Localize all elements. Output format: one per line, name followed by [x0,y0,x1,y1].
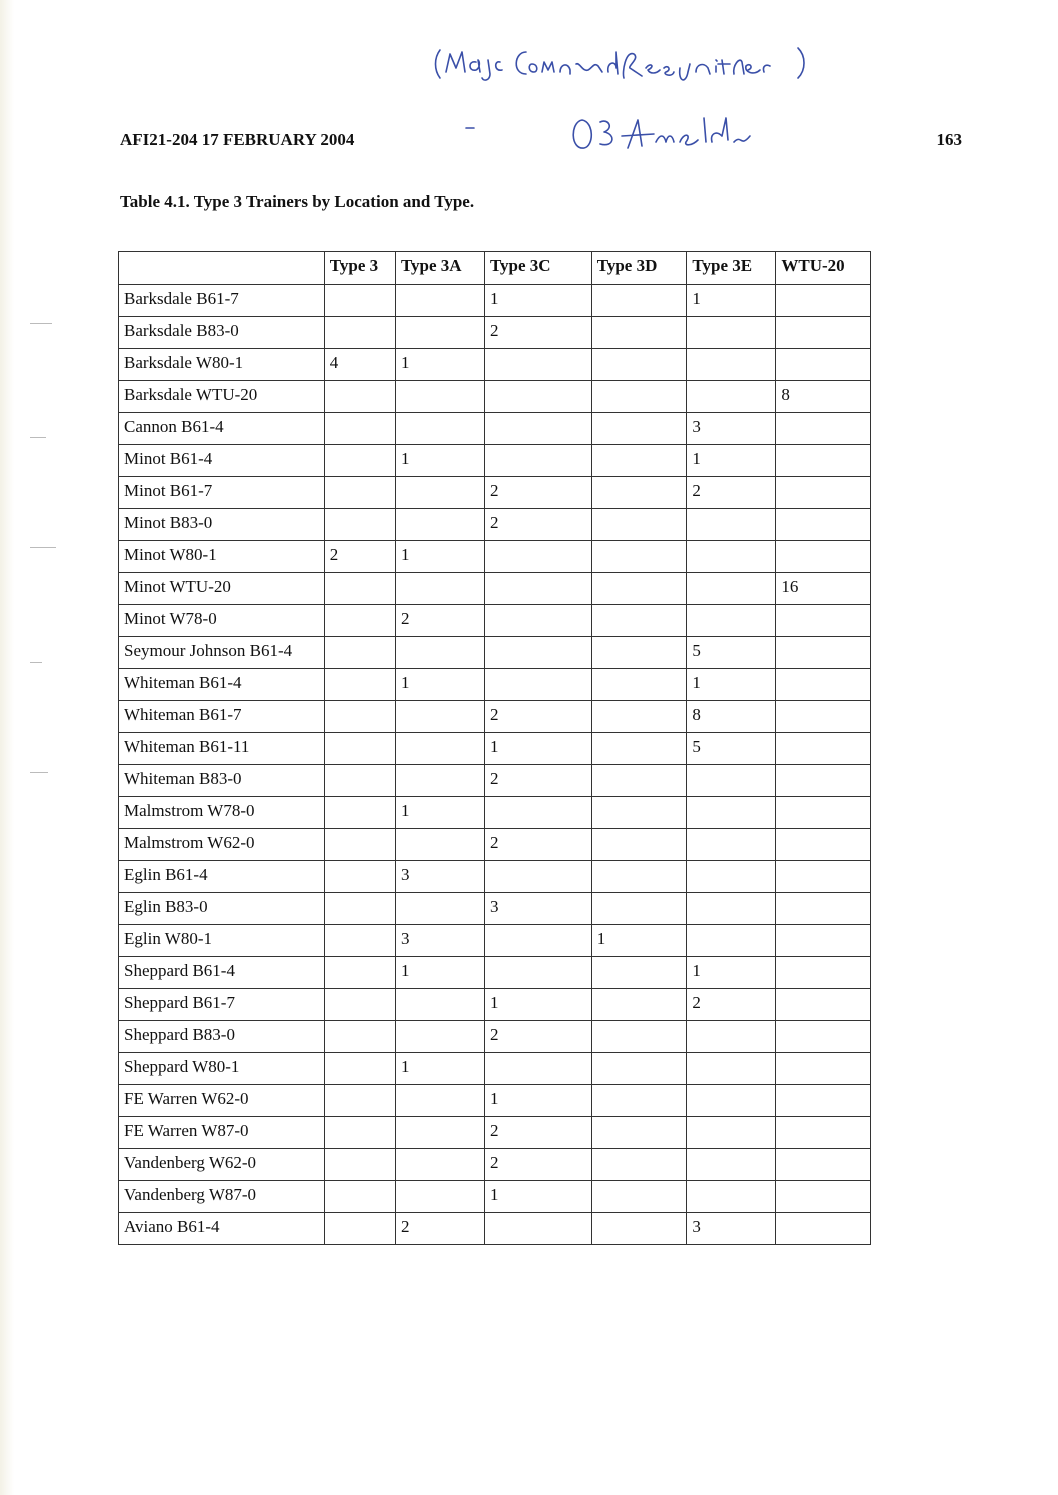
count-cell [776,669,871,701]
column-header-type-3e: Type 3E [687,252,776,285]
count-cell [395,733,484,765]
count-cell [324,477,395,509]
page-number: 163 [936,130,962,149]
count-cell [776,605,871,637]
table-row [119,1053,871,1085]
count-cell: 2 [484,829,591,861]
count-cell [395,317,484,349]
count-cell [484,605,591,637]
count-cell [324,1213,395,1245]
count-cell: 3 [395,861,484,893]
count-cell [687,1053,776,1085]
location-cell: Barksdale WTU-20 [119,381,325,413]
count-cell: 1 [687,669,776,701]
count-cell [776,1213,871,1245]
count-cell: 1 [395,669,484,701]
count-cell [591,541,687,573]
margin-mark [30,547,56,548]
count-cell [776,349,871,381]
count-cell [324,669,395,701]
count-cell [591,797,687,829]
count-cell [687,381,776,413]
count-cell [687,1149,776,1181]
count-cell [395,285,484,317]
table-row [119,413,871,445]
count-cell [591,349,687,381]
count-cell [324,1085,395,1117]
count-cell [591,1021,687,1053]
location-cell: Minot W80-1 [119,541,325,573]
count-cell [591,765,687,797]
count-cell [324,701,395,733]
document-id: AFI21-204 17 FEBRUARY 2004 [120,130,355,149]
count-cell [776,285,871,317]
count-cell [484,381,591,413]
count-cell: 3 [395,925,484,957]
count-cell [776,925,871,957]
table-row [119,1085,871,1117]
location-cell: Vandenberg W87-0 [119,1181,325,1213]
count-cell: 2 [484,765,591,797]
count-cell [591,1053,687,1085]
count-cell [687,797,776,829]
count-cell: 1 [484,733,591,765]
count-cell [324,829,395,861]
table-row [119,893,871,925]
location-cell: Cannon B61-4 [119,413,325,445]
count-cell: 2 [324,541,395,573]
count-cell [687,1021,776,1053]
location-cell: Eglin B61-4 [119,861,325,893]
count-cell [324,573,395,605]
count-cell [324,445,395,477]
count-cell [395,1181,484,1213]
count-cell: 1 [395,957,484,989]
count-cell [324,637,395,669]
count-cell [776,445,871,477]
count-cell [395,1085,484,1117]
count-cell: 1 [687,285,776,317]
table-row [119,285,871,317]
table-row [119,1021,871,1053]
count-cell [324,413,395,445]
count-cell [484,925,591,957]
count-cell [687,861,776,893]
count-cell [591,637,687,669]
count-cell: 2 [484,1149,591,1181]
count-cell: 8 [776,381,871,413]
count-cell [591,1181,687,1213]
count-cell [324,1021,395,1053]
location-cell: Barksdale W80-1 [119,349,325,381]
scan-edge-shading [0,0,14,1495]
count-cell [484,573,591,605]
count-cell [484,349,591,381]
count-cell [324,381,395,413]
count-cell [776,317,871,349]
count-cell [776,1149,871,1181]
count-cell [687,925,776,957]
count-cell [776,733,871,765]
table-row [119,957,871,989]
count-cell: 2 [484,509,591,541]
table-row [119,733,871,765]
page-header [120,130,962,154]
count-cell [687,605,776,637]
table-row [119,317,871,349]
count-cell: 2 [484,701,591,733]
count-cell [324,1181,395,1213]
table-title: Table 4.1. Type 3 Trainers by Location and Type. [120,192,475,211]
column-header-wtu-20: WTU-20 [776,252,871,285]
table-row [119,381,871,413]
location-cell: Whiteman B61-4 [119,669,325,701]
count-cell [591,1149,687,1181]
location-cell: Minot B61-4 [119,445,325,477]
count-cell [591,701,687,733]
count-cell: 2 [395,1213,484,1245]
count-cell [324,285,395,317]
count-cell: 1 [484,989,591,1021]
count-cell [591,829,687,861]
location-cell: Eglin W80-1 [119,925,325,957]
count-cell [687,1085,776,1117]
count-cell: 4 [324,349,395,381]
count-cell: 16 [776,573,871,605]
count-cell: 3 [484,893,591,925]
margin-mark [30,323,52,324]
table-row [119,509,871,541]
margin-mark [30,772,48,773]
count-cell [395,509,484,541]
location-cell: Vandenberg W62-0 [119,1149,325,1181]
count-cell [324,733,395,765]
count-cell [324,957,395,989]
count-cell [591,1213,687,1245]
location-cell: Whiteman B61-11 [119,733,325,765]
count-cell [395,1149,484,1181]
count-cell [484,541,591,573]
count-cell: 1 [395,445,484,477]
count-cell [687,509,776,541]
location-cell: Minot WTU-20 [119,573,325,605]
count-cell: 1 [395,349,484,381]
count-cell: 1 [484,1181,591,1213]
count-cell [687,1181,776,1213]
location-cell: Sheppard B61-7 [119,989,325,1021]
table-row [119,797,871,829]
count-cell [591,1085,687,1117]
count-cell [395,829,484,861]
location-cell: Barksdale B83-0 [119,317,325,349]
count-cell: 2 [687,477,776,509]
count-cell [395,701,484,733]
table-row [119,605,871,637]
count-cell [687,829,776,861]
location-cell: Malmstrom W78-0 [119,797,325,829]
table-row [119,1149,871,1181]
count-cell [591,317,687,349]
count-cell [395,477,484,509]
count-cell [776,509,871,541]
count-cell [591,605,687,637]
location-cell: Minot B61-7 [119,477,325,509]
count-cell [324,893,395,925]
margin-mark [30,437,46,438]
count-cell [395,637,484,669]
count-cell [776,893,871,925]
table-row [119,669,871,701]
count-cell: 5 [687,733,776,765]
count-cell [776,1117,871,1149]
location-cell: Seymour Johnson B61-4 [119,637,325,669]
count-cell [395,573,484,605]
count-cell: 2 [484,317,591,349]
location-cell: Sheppard W80-1 [119,1053,325,1085]
count-cell [484,413,591,445]
table-row [119,637,871,669]
count-cell [776,861,871,893]
count-cell: 3 [687,1213,776,1245]
count-cell [591,381,687,413]
count-cell [395,765,484,797]
count-cell [776,1181,871,1213]
table-row [119,1181,871,1213]
column-header-type-3a: Type 3A [395,252,484,285]
table-body [119,285,871,1245]
location-cell: FE Warren W62-0 [119,1085,325,1117]
count-cell [591,893,687,925]
count-cell [395,1117,484,1149]
column-header-location [119,252,325,285]
count-cell [776,701,871,733]
location-cell: FE Warren W87-0 [119,1117,325,1149]
count-cell [776,637,871,669]
count-cell: 1 [484,1085,591,1117]
count-cell: 1 [687,445,776,477]
count-cell [484,1053,591,1085]
location-cell: Whiteman B61-7 [119,701,325,733]
count-cell [484,669,591,701]
count-cell: 2 [484,1117,591,1149]
count-cell [591,989,687,1021]
count-cell [591,509,687,541]
table-row [119,1213,871,1245]
count-cell [687,541,776,573]
count-cell: 1 [484,285,591,317]
count-cell [484,797,591,829]
table-row [119,861,871,893]
count-cell [484,861,591,893]
count-cell: 2 [395,605,484,637]
table-row [119,541,871,573]
count-cell [776,797,871,829]
count-cell [591,861,687,893]
count-cell [687,317,776,349]
count-cell: 1 [687,957,776,989]
count-cell: 1 [395,797,484,829]
trainers-table [118,251,871,1245]
count-cell [591,573,687,605]
count-cell [591,445,687,477]
count-cell: 3 [687,413,776,445]
table-header-row [119,252,871,285]
count-cell [324,1117,395,1149]
count-cell [687,1117,776,1149]
count-cell: 1 [395,1053,484,1085]
location-cell: Minot W78-0 [119,605,325,637]
location-cell: Aviano B61-4 [119,1213,325,1245]
count-cell [687,349,776,381]
count-cell: 1 [591,925,687,957]
count-cell [324,605,395,637]
count-cell [687,893,776,925]
margin-mark [30,662,42,663]
count-cell [324,925,395,957]
table-row [119,989,871,1021]
count-cell: 2 [484,477,591,509]
column-header-type-3: Type 3 [324,252,395,285]
count-cell [324,797,395,829]
table-row [119,349,871,381]
count-cell: 2 [484,1021,591,1053]
count-cell [591,1117,687,1149]
count-cell [591,285,687,317]
count-cell [324,861,395,893]
count-cell [591,957,687,989]
count-cell: 5 [687,637,776,669]
count-cell [776,765,871,797]
count-cell [591,477,687,509]
count-cell [395,381,484,413]
count-cell [395,989,484,1021]
table-row [119,445,871,477]
count-cell: 8 [687,701,776,733]
location-cell: Malmstrom W62-0 [119,829,325,861]
count-cell: 1 [395,541,484,573]
count-cell [687,765,776,797]
count-cell [776,1085,871,1117]
table-row [119,1117,871,1149]
count-cell [591,413,687,445]
location-cell: Barksdale B61-7 [119,285,325,317]
count-cell [776,1053,871,1085]
location-cell: Sheppard B61-4 [119,957,325,989]
count-cell [324,765,395,797]
location-cell: Minot B83-0 [119,509,325,541]
count-cell [324,509,395,541]
count-cell [776,957,871,989]
count-cell [776,477,871,509]
count-cell [484,445,591,477]
count-cell [395,1021,484,1053]
table-row [119,829,871,861]
count-cell [776,989,871,1021]
count-cell [324,989,395,1021]
count-cell [324,317,395,349]
location-cell: Sheppard B83-0 [119,1021,325,1053]
location-cell: Eglin B83-0 [119,893,325,925]
count-cell [484,637,591,669]
count-cell [395,893,484,925]
count-cell [591,669,687,701]
table-row [119,701,871,733]
count-cell [484,1213,591,1245]
table-row [119,573,871,605]
count-cell [776,829,871,861]
table-row [119,925,871,957]
count-cell [324,1149,395,1181]
count-cell [687,573,776,605]
location-cell: Whiteman B83-0 [119,765,325,797]
table-row [119,477,871,509]
count-cell [591,733,687,765]
count-cell [776,1021,871,1053]
count-cell [484,957,591,989]
column-header-type-3d: Type 3D [591,252,687,285]
table-row [119,765,871,797]
count-cell: 2 [687,989,776,1021]
count-cell [776,541,871,573]
count-cell [324,1053,395,1085]
count-cell [395,413,484,445]
count-cell [776,413,871,445]
column-header-type-3c: Type 3C [484,252,591,285]
